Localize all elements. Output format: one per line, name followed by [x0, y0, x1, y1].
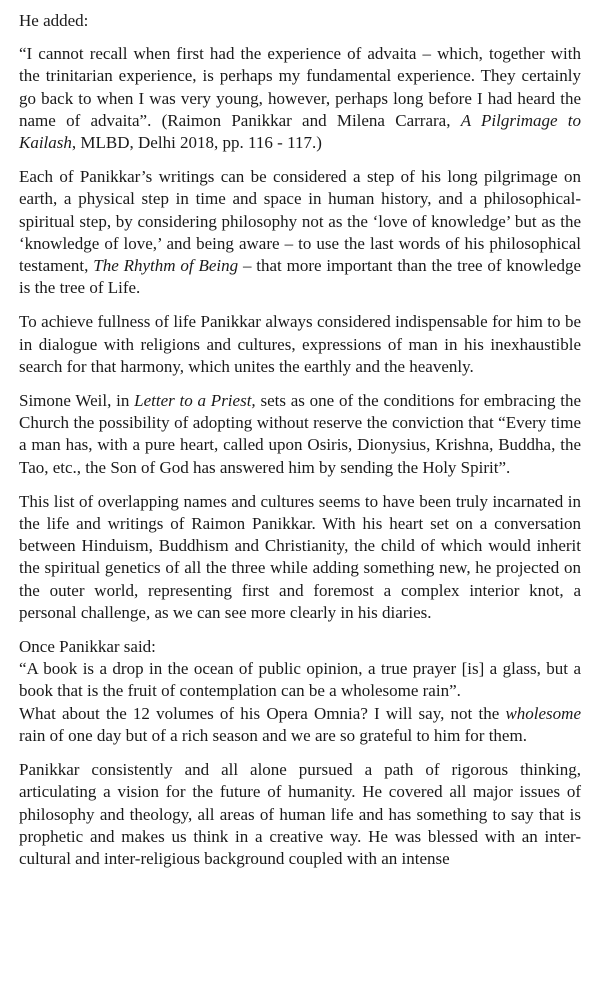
paragraph-he-added — [19, 0, 581, 32]
italic-text: A Pilgrimage to Kailash — [19, 110, 581, 153]
paragraph-opera-omnia — [19, 703, 581, 747]
paragraph-pilgrimage — [19, 166, 581, 299]
paragraph-rigorous-thinking — [19, 759, 581, 870]
text-run: “I cannot recall when first had the experience of advaita – which, together with the trinitarian experience, is perhaps my fundamental experience. They certainly go back to when I was very young, however, perhaps long before I had heard the name of advaita”. (Raimon Panikkar and Milena Carrara, — [19, 44, 581, 130]
paragraph-overlapping-names — [19, 491, 581, 624]
text-run: Simone Weil, in — [19, 391, 135, 411]
paragraph-advaita-quote — [19, 43, 581, 154]
text-run: Each of Panikkar’s writings can be considered a step of his long pilgrimage on earth, a physical step in time and space in human history, and a philosophical-spiritual step, by considering philosophy not as the ‘love of knowledge’ but as the ‘knowledge of love,’ and being aware – to use the last words of his philosophical testament, — [19, 167, 581, 276]
paragraph-simone-weil — [19, 390, 581, 479]
text-run: This list of overlapping names and cultures seems to have been truly incarnated in the life and writings of Raimon Panikkar. With his heart set on a conversation between Hinduism, Buddhism and Christianity, the child of which would inherit the spiritual genetics of all the three while adding something new, he projected on the outer world, representing first and foremost a complex interior knot, a personal challenge, as we can see more clearly in his diaries. — [19, 491, 581, 622]
text-run: What about the 12 volumes of his Opera Omnia? I will say, not the — [19, 703, 506, 723]
paragraph-once-panikkar-said — [19, 636, 581, 658]
text-run: Panikkar consistently and all alone pursued a path of rigorous thinking, articulating a vision for the future of humanity. He covered all major issues of philosophy and theology, all areas of human life and has something to say that is prophetic and makes us think in a creative way. He was blessed with an inter-cultural and inter-religious background coupled with an intense — [19, 760, 581, 868]
text-run: rain of one day but of a rich season and we are so grateful to him for them. — [19, 725, 527, 745]
text-run: sets as one of the conditions for embracing the Church the possibility of adopting without reserve the conviction that “Every time a man has, with a pure heart, called upon Osiris, Dionysius, Krishna, Buddha, the Tao, etc., the Son of God has answered him by sending the Holy Spirit”. — [19, 391, 581, 477]
text-run: To achieve fullness of life Panikkar always considered indispensable for him to be in dialogue with religions and cultures, expressions of man in his inexhaustible search for that harmony, which unites the earthly and the heavenly. — [19, 312, 581, 376]
text-run: “A book is a drop in the ocean of public opinion, a true prayer [is] a glass, but a book that is the fruit of contemplation can be a wholesome rain”. — [19, 659, 581, 701]
text-run: , MLBD, Delhi 2018, pp. 116 - 117.) — [71, 133, 322, 153]
paragraph-book-quote — [19, 658, 581, 702]
text-run: He added: — [19, 11, 89, 30]
paragraph-fullness-of-life — [19, 311, 581, 378]
italic-text: wholesome — [505, 703, 581, 723]
italic-text: Letter to a Priest, — [134, 391, 256, 411]
text-run: – that more important than the tree of knowledge is the tree of Life. — [19, 256, 581, 298]
italic-text: The Rhythm of Being — [93, 256, 239, 276]
text-run: Once Panikkar said: — [19, 637, 156, 657]
